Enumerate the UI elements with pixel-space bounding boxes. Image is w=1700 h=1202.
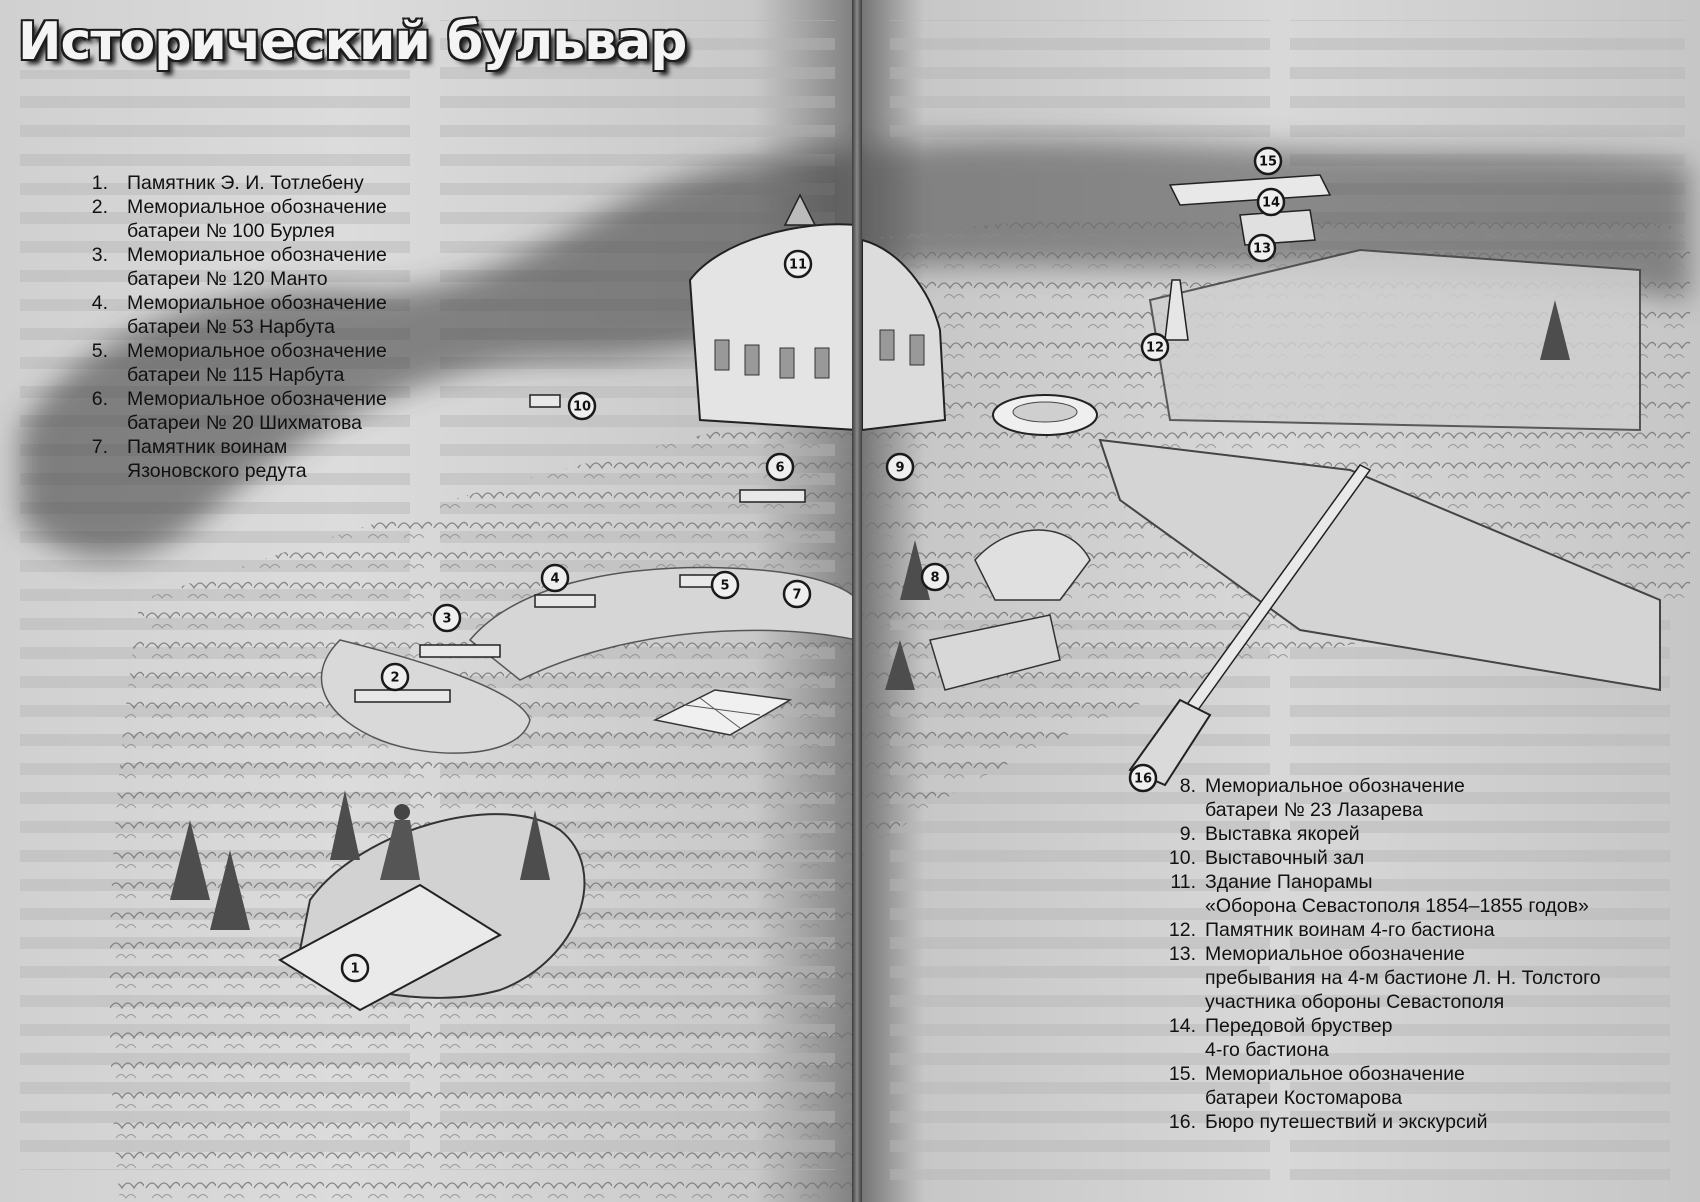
map-marker-label: 4 [550,571,560,587]
map-marker-label: 16 [1133,771,1153,787]
legend-item-number: 10. [1168,847,1196,869]
legend-item-text: Памятник воинам 4-го бастиона [1205,919,1495,941]
legend-item-number: 9. [1179,823,1196,845]
legend-item [1154,774,1694,822]
legend-item-text: Мемориальное обозначение пребывания на 4-м бастионе Л. Н. Толстого участника обороны Севастополя [1205,943,1601,1013]
legend-item-number: 12. [1168,919,1196,941]
legend-item-text: Здание Панорамы «Оборона Севастополя 1854–1855 годов» [1205,871,1589,917]
legend-item [84,291,434,339]
legend-item [84,195,434,243]
map-marker-label: 12 [1145,340,1165,356]
map-marker-label: 5 [720,578,730,594]
legend-item-number: 7. [91,436,108,458]
map-marker-7 [784,581,810,607]
map-marker-label: 6 [775,460,785,476]
map-marker-14 [1258,189,1284,215]
map-marker-10 [569,393,595,419]
map-marker-12 [1142,334,1168,360]
map-marker-2 [382,664,408,690]
legend-item-text: Памятник Э. И. Тотлебену [127,172,364,194]
legend-item-text: Мемориальное обозначение батареи № 53 Нарбута [127,292,387,338]
legend-item-number: 15. [1168,1063,1196,1085]
faded-text-column-right-top [890,20,1290,140]
legend-item-text: Передовой бруствер 4-го бастиона [1205,1015,1393,1061]
legend-item-number: 13. [1168,943,1196,965]
map-marker-3 [434,605,460,631]
legend-item-text: Мемориальное обозначение батареи № 115 Нарбута [127,340,387,386]
legend-item-number: 14. [1168,1015,1196,1037]
legend-left [84,171,434,483]
map-marker-4 [542,565,568,591]
legend-item-text: Мемориальное обозначение батареи № 120 Манто [127,244,387,290]
legend-item-number: 4. [91,292,108,314]
legend-item [1154,822,1694,846]
map-marker-label: 15 [1258,154,1278,170]
legend-item-number: 16. [1168,1111,1196,1133]
map-marker-label: 8 [930,570,940,586]
legend-item-number: 8. [1179,775,1196,797]
map-marker-6 [767,454,793,480]
map-marker-8 [922,564,948,590]
legend-item-number: 6. [91,388,108,410]
legend-item-text: Выставка якорей [1205,823,1360,845]
legend-item-text: Выставочный зал [1205,847,1365,869]
legend-item-number: 1. [91,172,108,194]
map-marker-15 [1255,148,1281,174]
map-marker-label: 14 [1261,195,1281,211]
legend-right [1154,774,1694,1134]
map-marker-label: 2 [390,670,400,686]
legend-item [1154,942,1694,1014]
legend-item-number: 11. [1170,871,1196,893]
legend-item-text: Мемориальное обозначение батареи № 100 Бурлея [127,196,387,242]
map-marker-label: 13 [1252,241,1272,257]
legend-item [1154,1014,1694,1062]
legend-item [1154,846,1694,870]
legend-item [1154,1110,1694,1134]
legend-item [1154,1062,1694,1110]
map-marker-9 [887,454,913,480]
map-marker-16 [1130,765,1156,791]
book-gutter [852,0,862,1202]
map-marker-label: 9 [895,460,905,476]
map-marker-5 [712,572,738,598]
map-marker-label: 10 [572,399,592,415]
legend-item-text: Бюро путешествий и экскурсий [1205,1111,1488,1133]
legend-item [84,435,434,483]
legend-item-number: 3. [91,244,108,266]
map-marker-label: 1 [350,961,360,977]
legend-item-text: Мемориальное обозначение батареи № 23 Лазарева [1205,775,1465,821]
legend-item [84,243,434,291]
map-marker-label: 3 [442,611,452,627]
map-marker-label: 7 [792,587,802,603]
legend-item [84,171,434,195]
legend-item-text: Мемориальное обозначение батареи № 20 Шихматова [127,388,387,434]
legend-item-text: Мемориальное обозначение батареи Костомарова [1205,1063,1465,1109]
legend-item [84,387,434,435]
legend-item-text: Памятник воинам Язоновского редута [127,436,307,482]
map-marker-label: 11 [788,257,808,273]
legend-item [1154,870,1694,918]
legend-item [1154,918,1694,942]
map-marker-11 [785,251,811,277]
page-title: Исторический бульвар [18,12,687,72]
legend-item [84,339,434,387]
map-marker-13 [1249,235,1275,261]
legend-item-number: 5. [91,340,108,362]
legend-item-number: 2. [91,196,108,218]
map-marker-1 [342,955,368,981]
